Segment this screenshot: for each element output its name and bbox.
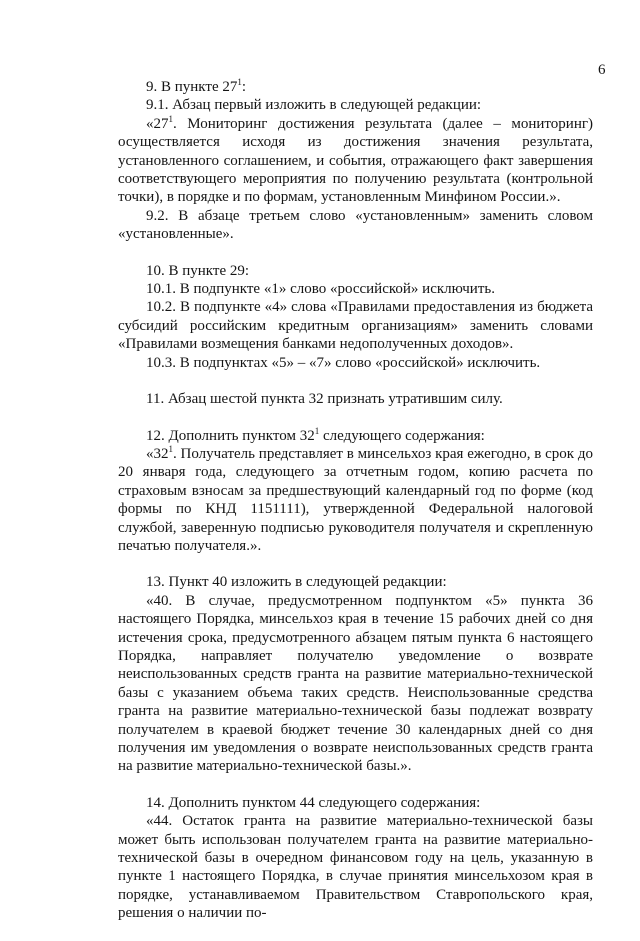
document-body <box>118 78 593 941</box>
section-11-text: 11. Абзац шестой пункта 32 признать утратившим силу. <box>146 391 503 408</box>
section-10-2: 10.2. В подпункте «4» слова «Правилами предоставления из бюджета субсидий российским кредитным организациям» заменить словами «Правилами возмещения банками недополученных доходов». <box>118 299 593 353</box>
section-11 <box>118 390 593 408</box>
section-12 <box>118 427 593 556</box>
section-12-heading: 12. Дополнить пунктом $32^1$ следующего содержания: <box>146 425 485 444</box>
section-12-quote: «$32^1$. Получатель представляет в минсельхоз края ежегодно, в срок до 20 января года, следующего за отчетным годом, копию расчета по страховым взносам за предшествующий календарный год по форме (код формы по КНД 1151111), утвержденной Федеральной налоговой службой, заверенную подписью руководителя получателя и скрепленную печатью получателя.». <box>118 443 593 554</box>
section-10-3: 10.3. В подпунктах «5» – «7» слово «российской» исключить. <box>146 354 541 371</box>
section-13-quote: «40. В случае, предусмотренном подпунктом «5» пункта 36 настоящего Порядка, минсельхоз края в течение 15 рабочих дней со дня истечения срока, предусмотренного абзацем пятым пункта 6 настоящего Порядка, направляет получателю уведомление о возврате неиспользованных средств гранта на развитие материально-технической базы с указанием объема таких средств. Неиспользованные средства гранта на развитие материально-технической базы подлежат возврату получателем в краевой бюджет течение 30 календарных дней со дня получения им уведомления о возврате неиспользованных средств гранта на развитие материально-технической базы.». <box>118 592 593 775</box>
section-14-heading: 14. Дополнить пунктом 44 следующего содержания: <box>146 794 481 811</box>
section-14 <box>118 794 593 923</box>
section-10 <box>118 262 593 372</box>
section-14-quote: «44. Остаток гранта на развитие материально-технической базы может быть использован получателем гранта на развитие материально-технической базы в очередном финансовом году на цель, указанную в пункте 1 настоящего Порядка, в случае принятия минсельхозом края в порядке, устанавливаемом Правительством Ставропольского края, решения о наличии по- <box>118 813 593 922</box>
section-13 <box>118 573 593 775</box>
section-9-2: 9.2. В абзаце третьем слово «установленным» заменить словом «установленные». <box>118 207 593 243</box>
section-13-heading: 13. Пункт 40 изложить в следующей редакции: <box>146 574 447 591</box>
section-9-1: 9.1. Абзац первый изложить в следующей редакции: <box>146 97 482 114</box>
section-9 <box>118 78 593 244</box>
section-9-1-quote: «$27^1$. Мониторинг достижения результата (далее – мониторинг) осуществляется исходя из достижения значения результата, установленного соглашением, и события, отражающего факт завершения соответствующего мероприятия по получению результата (контрольной точки), в порядке и по формам, установленным Минфином России.». <box>118 113 593 206</box>
section-9-heading: 9. В пункте $27^1$: <box>146 77 247 95</box>
section-10-1: 10.1. В подпункте «1» слово «российской» исключить. <box>146 281 495 298</box>
page-number: 6 <box>598 62 606 78</box>
section-10-heading: 10. В пункте 29: <box>146 262 250 279</box>
